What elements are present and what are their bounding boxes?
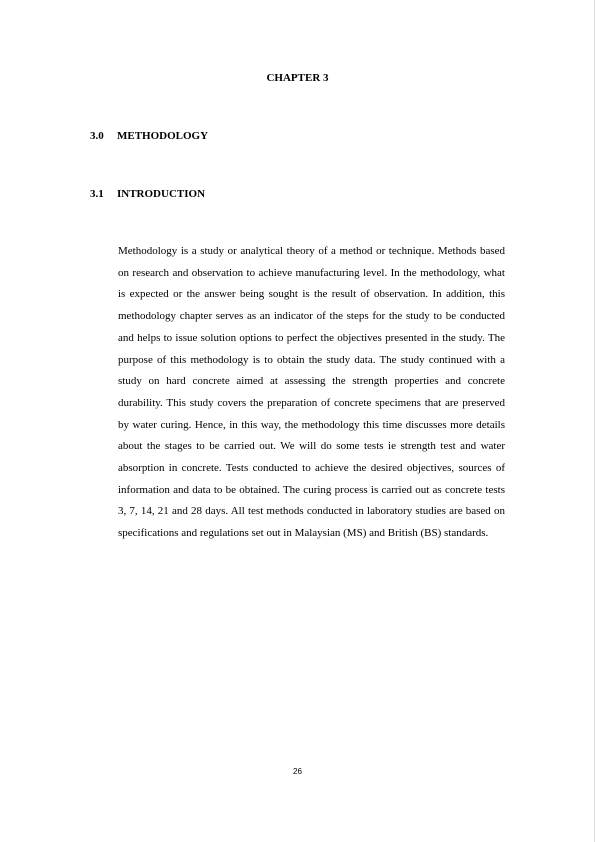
section-heading-methodology [90,130,208,142]
section-title: METHODOLOGY [117,130,209,142]
section-heading-introduction [90,188,205,200]
page-number: 26 [293,767,302,776]
section-title: INTRODUCTION [117,188,206,200]
introduction-paragraph: Methodology is a study or analytical theory of a method or technique. Methods based on research and observation to achieve manufacturing level. In the methodology, what is expected or the answer being sought is the result of observation. In addition, this methodology chapter serves as an indicator of the steps for the study to be conducted and helps to issue solution options to perfect the objectives presented in the study. The purpose of this methodology is to obtain the study data. The study continued with a study on hard concrete aimed at assessing the strength properties and concrete durability. This study covers the preparation of concrete specimens that are preserved by water curing. Hence, in this way, the methodology this time discusses more details about the stages to be carried out. We will do some tests ie strength test and water absorption in concrete. Tests conducted to achieve the desired objectives, sources of information and data to be obtained. The curing process is carried out as concrete tests 3, 7, 14, 21 and 28 days. All test methods conducted in laboratory studies are based on specifications and regulations set out in Malaysian (MS) and British (BS) standards. [118,245,505,540]
chapter-title: CHAPTER 3 [266,72,329,84]
section-number: 3.1 [90,188,104,200]
section-number: 3.0 [90,130,104,142]
